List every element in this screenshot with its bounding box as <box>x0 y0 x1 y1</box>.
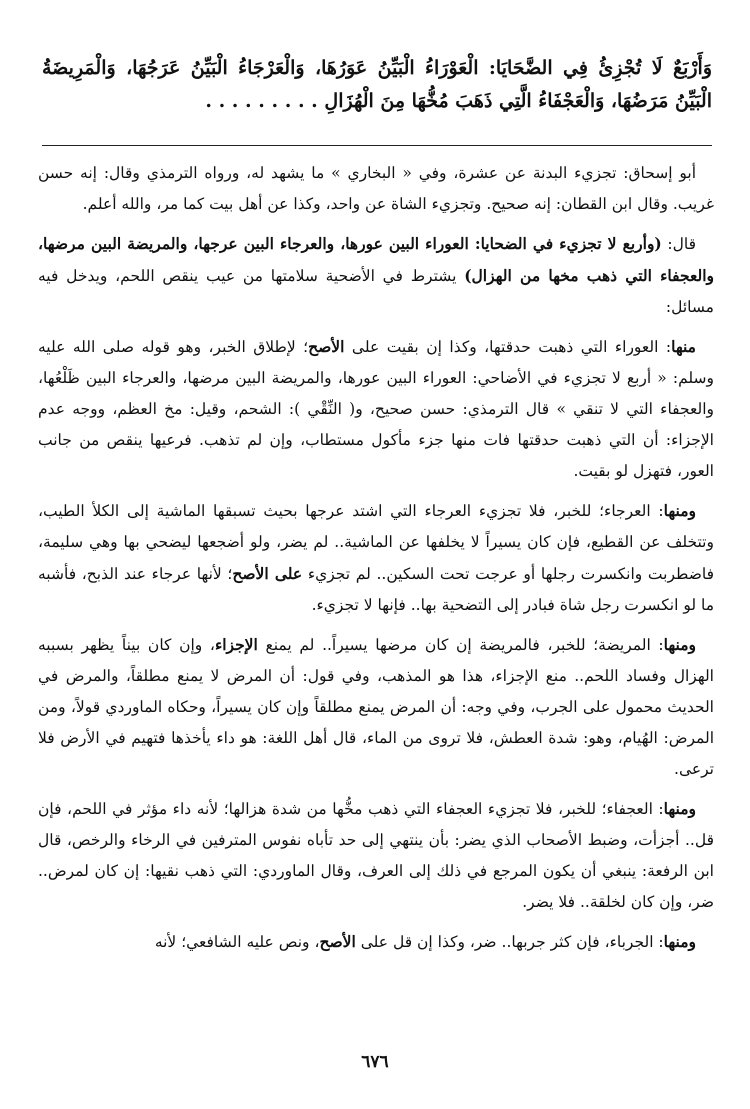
text-run: : العرجاء؛ للخبر، فلا تجزيء العرجاء التي اشتد عرجها بحيث تسبقها الماشية إلى الكلأ الطيب، وتتخلف عن القطيع، فإن كان يسيراً لا يخلفها عن الماشية.. لم يضر، ولو أضجعها ليضحي بها وهي سليمة، فاضطربت وانكسرت رجلها أو عرجت تحت السكين.. لم تجزيء <box>38 502 715 583</box>
bold-run: منها <box>671 337 696 356</box>
text-run: ، وإن كان بيناً يظهر بسببه الهزال وفساد اللحم.. منع الإجزاء، هذا هو المذهب، وفي قول: أن المرض لا يمنع مطلقاً، والمرض في الحديث محمول على الجرب، وفي وجه: أن المرض يمنع مطلقاً وإن كان يسيراً، وحكاه الماوردي قولاً، ومن المرض: الهُيام، وهو: شدة العطش، فلا تروى من الماء، قال أهل اللغة: هو داء يأخذها فتهيم في الأرض فلا ترعى. <box>38 636 714 778</box>
bold-run: ومنها <box>663 635 696 654</box>
text-run: ، ونص عليه الشافعي؛ لأنه <box>154 933 320 951</box>
text-run: أبو إسحاق: تجزيء البدنة عن عشرة، وفي « البخاري » ما يشهد له، ورواه الترمذي وقال: إنه حسن غريب. وقال ابن القطان: إنه صحيح. وتجزيء الشاة عن واحد، وكذا عن أهل بيت كما مر، والله أعلم. <box>38 164 714 213</box>
commentary-paragraph <box>38 228 714 323</box>
bold-run: الإجزاء <box>214 635 258 654</box>
text-run: يشترط في الأضحية سلامتها من عيب ينقص اللحم، ويدخل فيه مسائل: <box>38 267 714 316</box>
bold-run: ومنها <box>663 799 696 818</box>
bold-run: على الأصح <box>232 564 303 583</box>
text-run: : العوراء التي ذهبت حدقتها، وكذا إن بقيت على <box>344 338 672 356</box>
commentary-paragraph <box>38 793 714 918</box>
commentary-paragraph <box>38 629 714 785</box>
commentary-paragraph <box>38 158 714 220</box>
commentary-paragraph <box>38 495 714 621</box>
commentary <box>38 158 714 966</box>
commentary-paragraph <box>38 926 714 958</box>
text-run: : الجرباء، فإن كثر جربها.. ضر، وكذا إن قل على <box>355 933 664 951</box>
bold-run: الأصح <box>319 932 356 951</box>
matn-text: وَأَرْبَعٌ لَا تُجْزِئُ فِي الضَّحَايَا: الْعَوْرَاءُ الْبَيِّنُ عَوَرُهَا، وَالْعَرْجَاءُ الْبَيِّنُ عَرَجُهَا، وَالْمَرِيضَةُ الْبَيِّنُ مَرَضُهَا، وَالْعَجْفَاءُ الَّتِي ذَهَبَ مُخُّهَا مِنَ الْهُزَالِ . . . . . . . . . <box>42 57 712 112</box>
commentary-paragraph <box>38 331 714 487</box>
text-run: : العجفاء؛ للخبر، فلا تجزيء العجفاء التي ذهب مخُّها من شدة هزالها؛ لأنه داء مؤثر في اللحم، فإن قل.. أجزأت، وضبط الأصحاب الذي يضر: بأن ينتهي إلى حد تأباه نفوس المترفين في الرخاء والرخص، قال ابن الرفعة: ينبغي أن يكون المرجع في ذلك إلى العرف، وقال الماوردي: التي ذهب نقيها: إن كان لمرض.. ضر، وإن كان لخلقة.. فلا يضر. <box>38 800 714 911</box>
bold-run: ومنها <box>663 501 696 520</box>
text-run: : المريضة؛ للخبر، فالمريضة إن كان مرضها يسيراً.. لم يمنع <box>257 636 664 654</box>
bold-run: ومنها <box>663 932 696 951</box>
text-run: ؛ لأنها عرجاء عند الذبح، فأشبه ما لو انكسرت رجل شاة فبادر إلى التضحية بها.. فإنها لا تجزيء. <box>38 565 714 614</box>
bold-run: الأصح <box>308 337 345 356</box>
page-number: ٦٧٦ <box>361 1052 389 1072</box>
separator-rule <box>42 145 712 146</box>
text-run: ؛ لإطلاق الخبر، وهو قوله صلى الله عليه وسلم: « أربع لا تجزيء في الأضاحي: العوراء البين عورها، والمريضة البين مرضها، والعرجاء البين ظَلْعُها، والعجفاء التي لا تنقي » قال الترمذي: حسن صحيح، و( النِّقْي ): الشحم، وقيل: مخ العظم، ووجه عدم الإجزاء: أن التي ذهبت حدقتها فات منها جزء مأكول مستطاب، وإن لم تذهب. فرعيها ينقص من جانب العور، فتهزل لو بقيت. <box>38 338 714 480</box>
bold-run: (وأربع لا تجزيء في الضحايا: العوراء البين عورها، والعرجاء البين عرجها، والمريضة البين مرضها، والعجفاء التي ذهب مخها من الهزال) <box>38 234 714 285</box>
text-run: قال: <box>661 235 696 253</box>
